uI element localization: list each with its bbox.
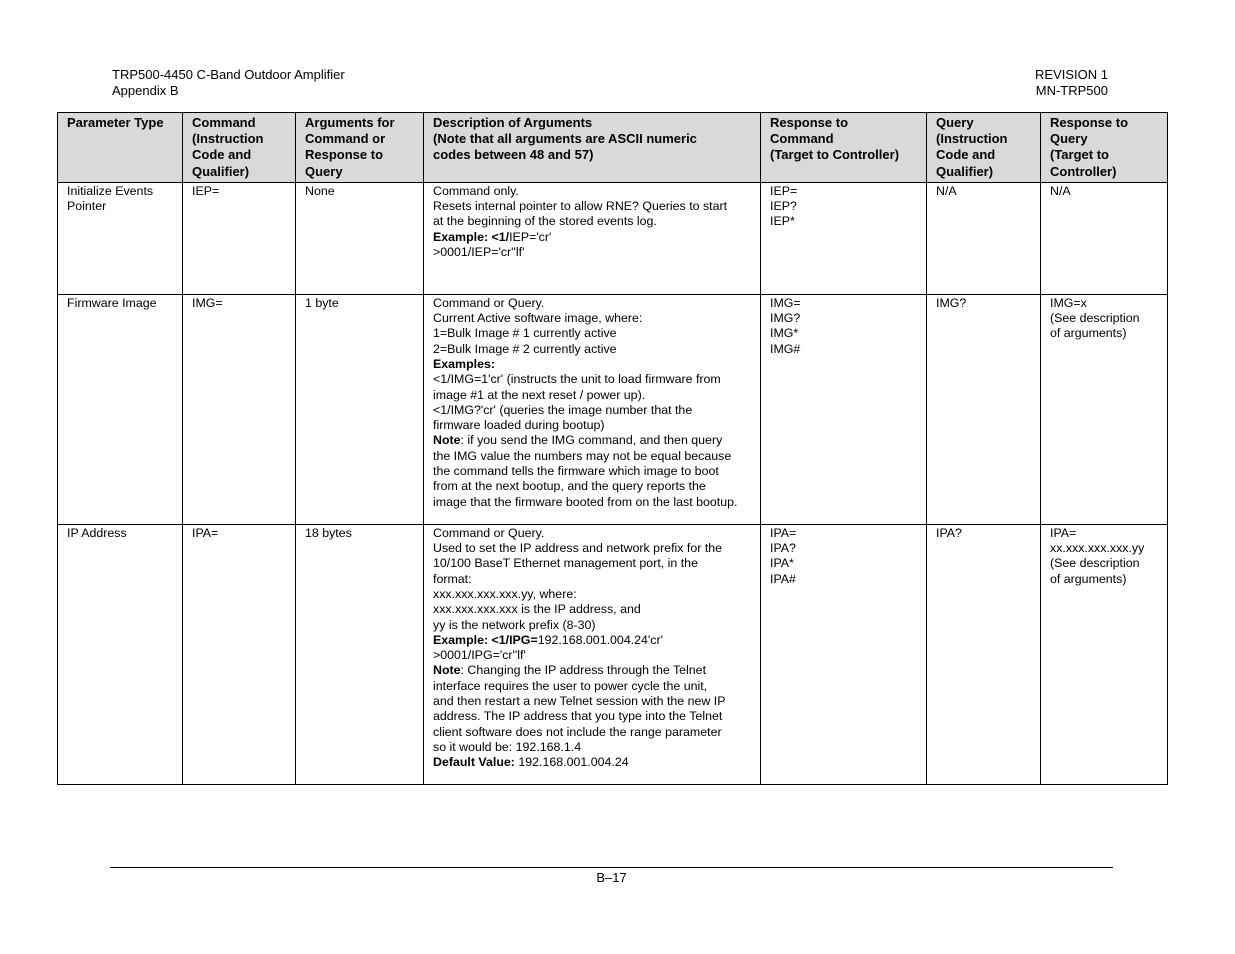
cell-response-to-query bbox=[1041, 182, 1168, 294]
description-bold: Note bbox=[433, 433, 461, 448]
response-line: IEP= bbox=[770, 183, 798, 198]
description-line bbox=[433, 541, 751, 556]
response-line: IPA= bbox=[770, 525, 797, 540]
response-line: IMG* bbox=[770, 326, 799, 341]
column-header-response-to-query bbox=[1041, 113, 1168, 183]
arguments-value: None bbox=[305, 183, 335, 198]
description-line bbox=[433, 296, 751, 311]
cell-response-to-command bbox=[761, 294, 927, 524]
column-header-line: Response to bbox=[770, 115, 849, 130]
description-bold: Example: <1/IPG= bbox=[433, 632, 538, 647]
description-text: Command only. bbox=[433, 183, 519, 198]
description-line bbox=[433, 709, 751, 724]
column-header-parameter-type bbox=[58, 113, 183, 183]
appendix-label: Appendix B bbox=[112, 83, 179, 98]
column-header-line: Response to bbox=[305, 147, 384, 163]
description-line bbox=[433, 679, 751, 694]
query-code: IPA? bbox=[936, 525, 962, 540]
column-header-line: (Target to bbox=[1050, 147, 1109, 163]
column-header-line: Command bbox=[192, 115, 256, 130]
description-text: image #1 at the next reset / power up). bbox=[433, 387, 646, 402]
response-line: IPA= bbox=[1050, 525, 1077, 540]
response-line: IPA# bbox=[770, 571, 796, 586]
arguments-value: 1 byte bbox=[305, 295, 339, 310]
response-line: IMG# bbox=[770, 341, 801, 356]
response-line: IPA* bbox=[770, 556, 794, 571]
description-text: <1/IMG=1'cr' (instructs the unit to load firmware from bbox=[433, 372, 721, 387]
cell-description bbox=[424, 294, 761, 524]
description-text: : if you send the IMG command, and then query bbox=[460, 433, 723, 448]
revision-label: REVISION 1 bbox=[1035, 67, 1108, 82]
table-header-row bbox=[58, 113, 1168, 183]
description-text: firmware loaded during bootup) bbox=[433, 418, 605, 433]
cell-description bbox=[424, 182, 761, 294]
description-line bbox=[433, 357, 751, 372]
description-text: format: bbox=[433, 571, 472, 586]
description-line bbox=[433, 694, 751, 709]
cell-response-to-command bbox=[761, 524, 927, 784]
description-line bbox=[433, 587, 751, 602]
description-line bbox=[433, 184, 751, 199]
query-code: N/A bbox=[936, 183, 957, 198]
column-header-line: Query bbox=[936, 115, 974, 130]
description-line bbox=[433, 449, 751, 464]
description-text: : Changing the IP address through the Telnet bbox=[460, 663, 707, 678]
cell-response-to-query bbox=[1041, 294, 1168, 524]
cell-command bbox=[183, 294, 296, 524]
cell-query bbox=[927, 182, 1041, 294]
column-header-line: Controller) bbox=[1050, 163, 1117, 179]
response-line: IEP? bbox=[770, 199, 797, 214]
table-row bbox=[58, 182, 1168, 294]
response-line: of arguments) bbox=[1050, 326, 1127, 341]
column-header-arguments bbox=[296, 113, 424, 183]
description-text: >0001/IPG='cr''lf' bbox=[433, 648, 526, 663]
table-row bbox=[58, 294, 1168, 524]
cell-arguments bbox=[296, 294, 424, 524]
description-line bbox=[433, 648, 751, 663]
description-text: 10/100 BaseT Ethernet management port, in the bbox=[433, 556, 698, 571]
column-header-response-to-command bbox=[761, 113, 927, 183]
column-header-line: Command or bbox=[305, 131, 386, 147]
cell-parameter-type bbox=[58, 294, 183, 524]
description-text: at the beginning of the stored events log. bbox=[433, 214, 657, 229]
description-text: the IMG value the numbers may not be equal because bbox=[433, 448, 732, 463]
cell-parameter-type bbox=[58, 182, 183, 294]
description-text: 192.168.001.004.24'cr' bbox=[537, 632, 663, 647]
column-header-line: Parameter Type bbox=[67, 115, 164, 130]
description-text: xxx.xxx.xxx.xxx.yy, where: bbox=[433, 587, 577, 601]
description-bold: Note bbox=[433, 663, 461, 678]
description-text: Command or Query. bbox=[433, 295, 545, 310]
response-line: of arguments) bbox=[1050, 571, 1127, 586]
column-header-command bbox=[183, 113, 296, 183]
description-line bbox=[433, 495, 751, 510]
page-number: B–17 bbox=[596, 870, 627, 885]
response-line: (See description bbox=[1050, 311, 1140, 326]
description-bold: Example: <1/ bbox=[433, 229, 510, 244]
document-number: MN-TRP500 bbox=[1035, 83, 1108, 98]
command-code: IPA= bbox=[192, 525, 219, 540]
description-line bbox=[433, 418, 751, 433]
cell-command bbox=[183, 182, 296, 294]
description-text: from at the next bootup, and the query reports the bbox=[433, 479, 706, 494]
footer-divider bbox=[110, 867, 1113, 868]
column-header-line: (Instruction bbox=[192, 131, 264, 147]
description-text: >0001/IEP='cr''lf' bbox=[433, 245, 525, 259]
cell-command bbox=[183, 524, 296, 784]
description-text: so it would be: 192.168.1.4 bbox=[433, 739, 582, 754]
response-line: N/A bbox=[1050, 183, 1071, 198]
page-header-right bbox=[1035, 67, 1108, 99]
description-line bbox=[433, 388, 751, 403]
response-line: xx.xxx.xxx.xxx.yy bbox=[1050, 541, 1145, 556]
column-header-line: Code and bbox=[936, 147, 996, 163]
description-line bbox=[433, 403, 751, 418]
description-line bbox=[433, 372, 751, 387]
description-text: xxx.xxx.xxx.xxx is the IP address, and bbox=[433, 602, 641, 617]
description-line bbox=[433, 311, 751, 326]
cell-description bbox=[424, 524, 761, 784]
parameter-line: Initialize Events bbox=[67, 183, 154, 198]
description-text: the command tells the firmware which image to boot bbox=[433, 464, 719, 479]
column-header-line: Qualifier) bbox=[192, 163, 250, 179]
response-line: (See description bbox=[1050, 556, 1140, 571]
column-header-description bbox=[424, 113, 761, 183]
description-line bbox=[433, 433, 751, 448]
description-text: Command or Query. bbox=[433, 525, 545, 540]
description-line bbox=[433, 572, 751, 587]
description-line bbox=[433, 342, 751, 357]
description-line bbox=[433, 245, 751, 260]
page-header-left bbox=[112, 67, 345, 99]
description-text: image that the firmware booted from on the last bootup. bbox=[433, 494, 738, 509]
description-line bbox=[433, 326, 751, 341]
command-code: IEP= bbox=[192, 183, 220, 198]
response-line: IMG=x bbox=[1050, 295, 1087, 310]
column-header-line: Query bbox=[1050, 131, 1088, 147]
cell-arguments bbox=[296, 182, 424, 294]
cell-query bbox=[927, 524, 1041, 784]
column-header-line: (Target to Controller) bbox=[770, 147, 900, 163]
response-line: IMG? bbox=[770, 311, 801, 326]
cell-query bbox=[927, 294, 1041, 524]
description-line bbox=[433, 633, 751, 648]
description-text: interface requires the user to power cycle the unit, bbox=[433, 678, 708, 693]
document-title: TRP500-4450 C-Band Outdoor Amplifier bbox=[112, 67, 345, 82]
description-text: and then restart a new Telnet session with the new IP bbox=[433, 694, 726, 709]
table-body bbox=[58, 182, 1168, 784]
query-code: IMG? bbox=[936, 295, 967, 310]
column-header-line: Description of Arguments bbox=[433, 115, 593, 130]
parameter-line: Firmware Image bbox=[67, 295, 157, 310]
description-text: Resets internal pointer to allow RNE? Queries to start bbox=[433, 199, 728, 214]
description-line bbox=[433, 755, 751, 770]
arguments-value: 18 bytes bbox=[305, 525, 352, 540]
column-header-line: Qualifier) bbox=[936, 163, 994, 179]
description-line bbox=[433, 479, 751, 494]
description-line bbox=[433, 214, 751, 229]
cell-arguments bbox=[296, 524, 424, 784]
column-header-line: Response to bbox=[1050, 115, 1129, 130]
table-row bbox=[58, 524, 1168, 784]
column-header-query bbox=[927, 113, 1041, 183]
cell-response-to-command bbox=[761, 182, 927, 294]
description-line bbox=[433, 556, 751, 571]
description-line bbox=[433, 526, 751, 541]
description-text: <1/IMG?'cr' (queries the image number that the bbox=[433, 402, 693, 417]
command-table bbox=[57, 112, 1168, 785]
cell-response-to-query bbox=[1041, 524, 1168, 784]
description-line bbox=[433, 740, 751, 755]
description-line bbox=[433, 618, 751, 633]
column-header-line: Query bbox=[305, 163, 343, 179]
description-line bbox=[433, 230, 751, 245]
description-line bbox=[433, 464, 751, 479]
description-line bbox=[433, 663, 751, 678]
response-line: IEP* bbox=[770, 214, 795, 229]
response-line: IMG= bbox=[770, 295, 801, 310]
description-text: client software does not include the range parameter bbox=[433, 724, 722, 739]
column-header-line: Command bbox=[770, 131, 834, 147]
command-code: IMG= bbox=[192, 295, 223, 310]
description-line bbox=[433, 725, 751, 740]
description-text: 2=Bulk Image # 2 currently active bbox=[433, 341, 617, 356]
column-header-line: Code and bbox=[192, 147, 252, 163]
parameter-line: Pointer bbox=[67, 199, 107, 214]
column-header-line: (Instruction bbox=[936, 131, 1008, 147]
column-header-line: (Note that all arguments are ASCII numeric bbox=[433, 131, 697, 147]
description-text: yy is the network prefix (8-30) bbox=[433, 617, 596, 632]
description-bold: Default Value: bbox=[433, 755, 515, 770]
description-text: address. The IP address that you type into the Telnet bbox=[433, 709, 723, 724]
description-line bbox=[433, 602, 751, 617]
column-header-line: codes between 48 and 57) bbox=[433, 147, 594, 163]
column-header-line: Arguments for bbox=[305, 115, 395, 130]
description-line bbox=[433, 199, 751, 214]
cell-parameter-type bbox=[58, 524, 183, 784]
description-text: Used to set the IP address and network prefix for the bbox=[433, 541, 723, 556]
description-text: 192.168.001.004.24 bbox=[514, 755, 629, 770]
description-text: IEP='cr' bbox=[509, 229, 552, 244]
description-bold: Examples: bbox=[433, 357, 495, 371]
response-line: IPA? bbox=[770, 541, 796, 556]
description-text: Current Active software image, where: bbox=[433, 311, 643, 326]
description-text: 1=Bulk Image # 1 currently active bbox=[433, 326, 617, 341]
parameter-line: IP Address bbox=[67, 525, 127, 540]
